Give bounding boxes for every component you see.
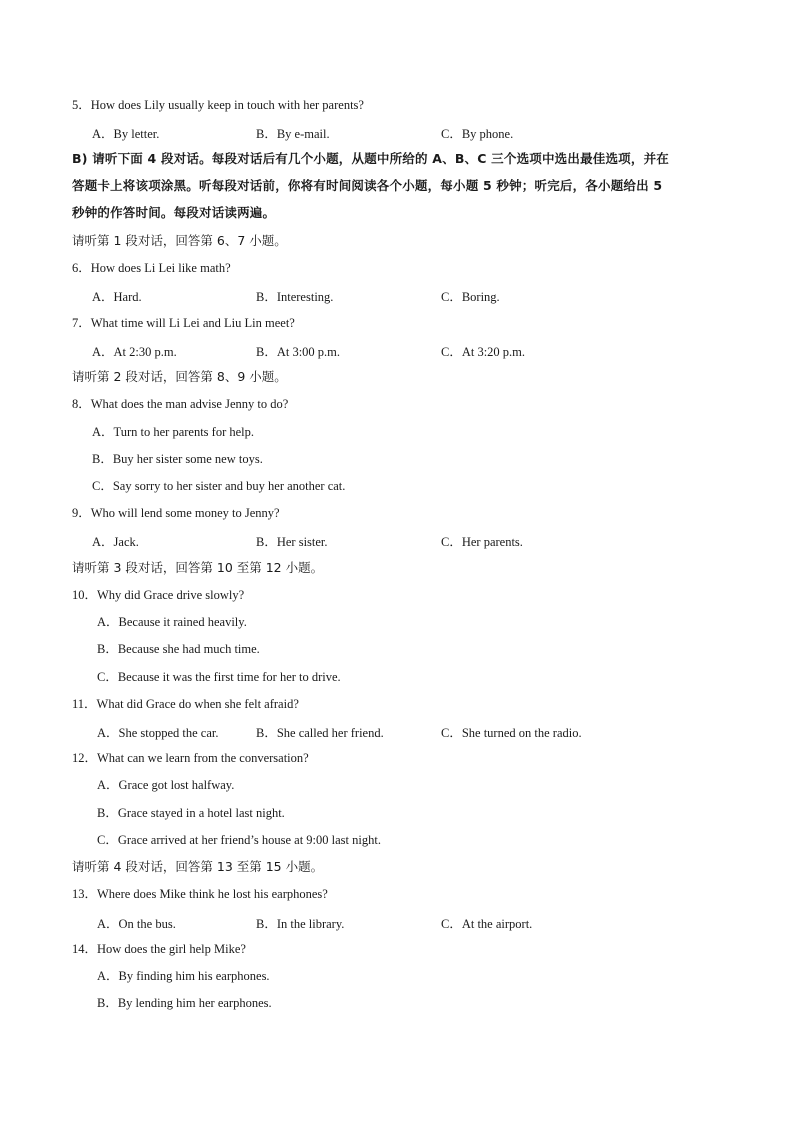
option-b: B．By e-mail.: [256, 127, 330, 141]
dialogue-intro: 请听第 1 段对话，回答第 6、7 小题。: [72, 233, 287, 248]
question-text: 13．Where does Mike think he lost his earphones?: [72, 887, 328, 901]
option-text: B．By lending him her earphones.: [97, 996, 272, 1010]
option-row: [0, 342, 794, 358]
section-instruction: B) 请听下面 4 段对话。每段对话后有几个小题，从题中所给的 A、B、C 三个选项中选出最佳选项，并在: [72, 151, 669, 166]
option-a: A．Hard.: [92, 290, 142, 304]
option-row: [0, 532, 794, 548]
option-c: C．She turned on the radio.: [441, 726, 582, 740]
dialogue-intro: 请听第 4 段对话，回答第 13 至第 15 小题。: [72, 859, 324, 874]
question-text: 11．What did Grace do when she felt afraid?: [72, 697, 299, 711]
question-text: 14．How does the girl help Mike?: [72, 942, 246, 956]
section-instruction: 答题卡上将该项涂黑。听每段对话前，你将有时间阅读各个小题，每小题 5 秒钟；听完后，各小题给出 5: [72, 178, 663, 193]
question-text: 7．What time will Li Lei and Liu Lin meet?: [72, 316, 295, 330]
option-text: A．Turn to her parents for help.: [92, 425, 255, 439]
option-c: C．Boring.: [441, 290, 500, 304]
option-b: B．Her sister.: [256, 535, 328, 549]
option-b: B．In the library.: [256, 917, 345, 931]
option-c: C．At 3:20 p.m.: [441, 345, 526, 359]
option-row: [0, 723, 794, 739]
option-text: A．Grace got lost halfway.: [97, 778, 235, 792]
question-text: 5．How does Lily usually keep in touch with her parents?: [72, 98, 364, 112]
question-text: 9．Who will lend some money to Jenny?: [72, 506, 280, 520]
option-text: A．By finding him his earphones.: [97, 969, 270, 983]
option-c: C．At the airport.: [441, 917, 533, 931]
option-a: A．By letter.: [92, 127, 160, 141]
option-text: C．Because it was the first time for her to drive.: [97, 670, 341, 684]
option-a: A．Jack.: [92, 535, 139, 549]
option-a: A．She stopped the car.: [97, 726, 219, 740]
option-row: [0, 914, 794, 930]
option-b: B．At 3:00 p.m.: [256, 345, 341, 359]
dialogue-intro: 请听第 3 段对话，回答第 10 至第 12 小题。: [72, 560, 324, 575]
option-row: [0, 124, 794, 140]
question-text: 10．Why did Grace drive slowly?: [72, 588, 245, 602]
option-text: C．Grace arrived at her friend’s house at 9:00 last night.: [97, 833, 381, 847]
option-text: C．Say sorry to her sister and buy her another cat.: [92, 479, 346, 493]
option-text: B．Because she had much time.: [97, 642, 260, 656]
option-a: A．On the bus.: [97, 917, 176, 931]
option-b: B．Interesting.: [256, 290, 334, 304]
option-row: [0, 287, 794, 303]
question-text: 6．How does Li Lei like math?: [72, 261, 231, 275]
option-a: A．At 2:30 p.m.: [92, 345, 177, 359]
dialogue-intro: 请听第 2 段对话，回答第 8、9 小题。: [72, 369, 287, 384]
option-text: B．Buy her sister some new toys.: [92, 452, 263, 466]
question-text: 12．What can we learn from the conversation?: [72, 751, 309, 765]
section-instruction: 秒钟的作答时间。每段对话读两遍。: [72, 205, 276, 220]
option-c: C．Her parents.: [441, 535, 523, 549]
option-b: B．She called her friend.: [256, 726, 384, 740]
question-text: 8．What does the man advise Jenny to do?: [72, 397, 289, 411]
option-text: A．Because it rained heavily.: [97, 615, 247, 629]
option-text: B．Grace stayed in a hotel last night.: [97, 806, 285, 820]
option-c: C．By phone.: [441, 127, 514, 141]
